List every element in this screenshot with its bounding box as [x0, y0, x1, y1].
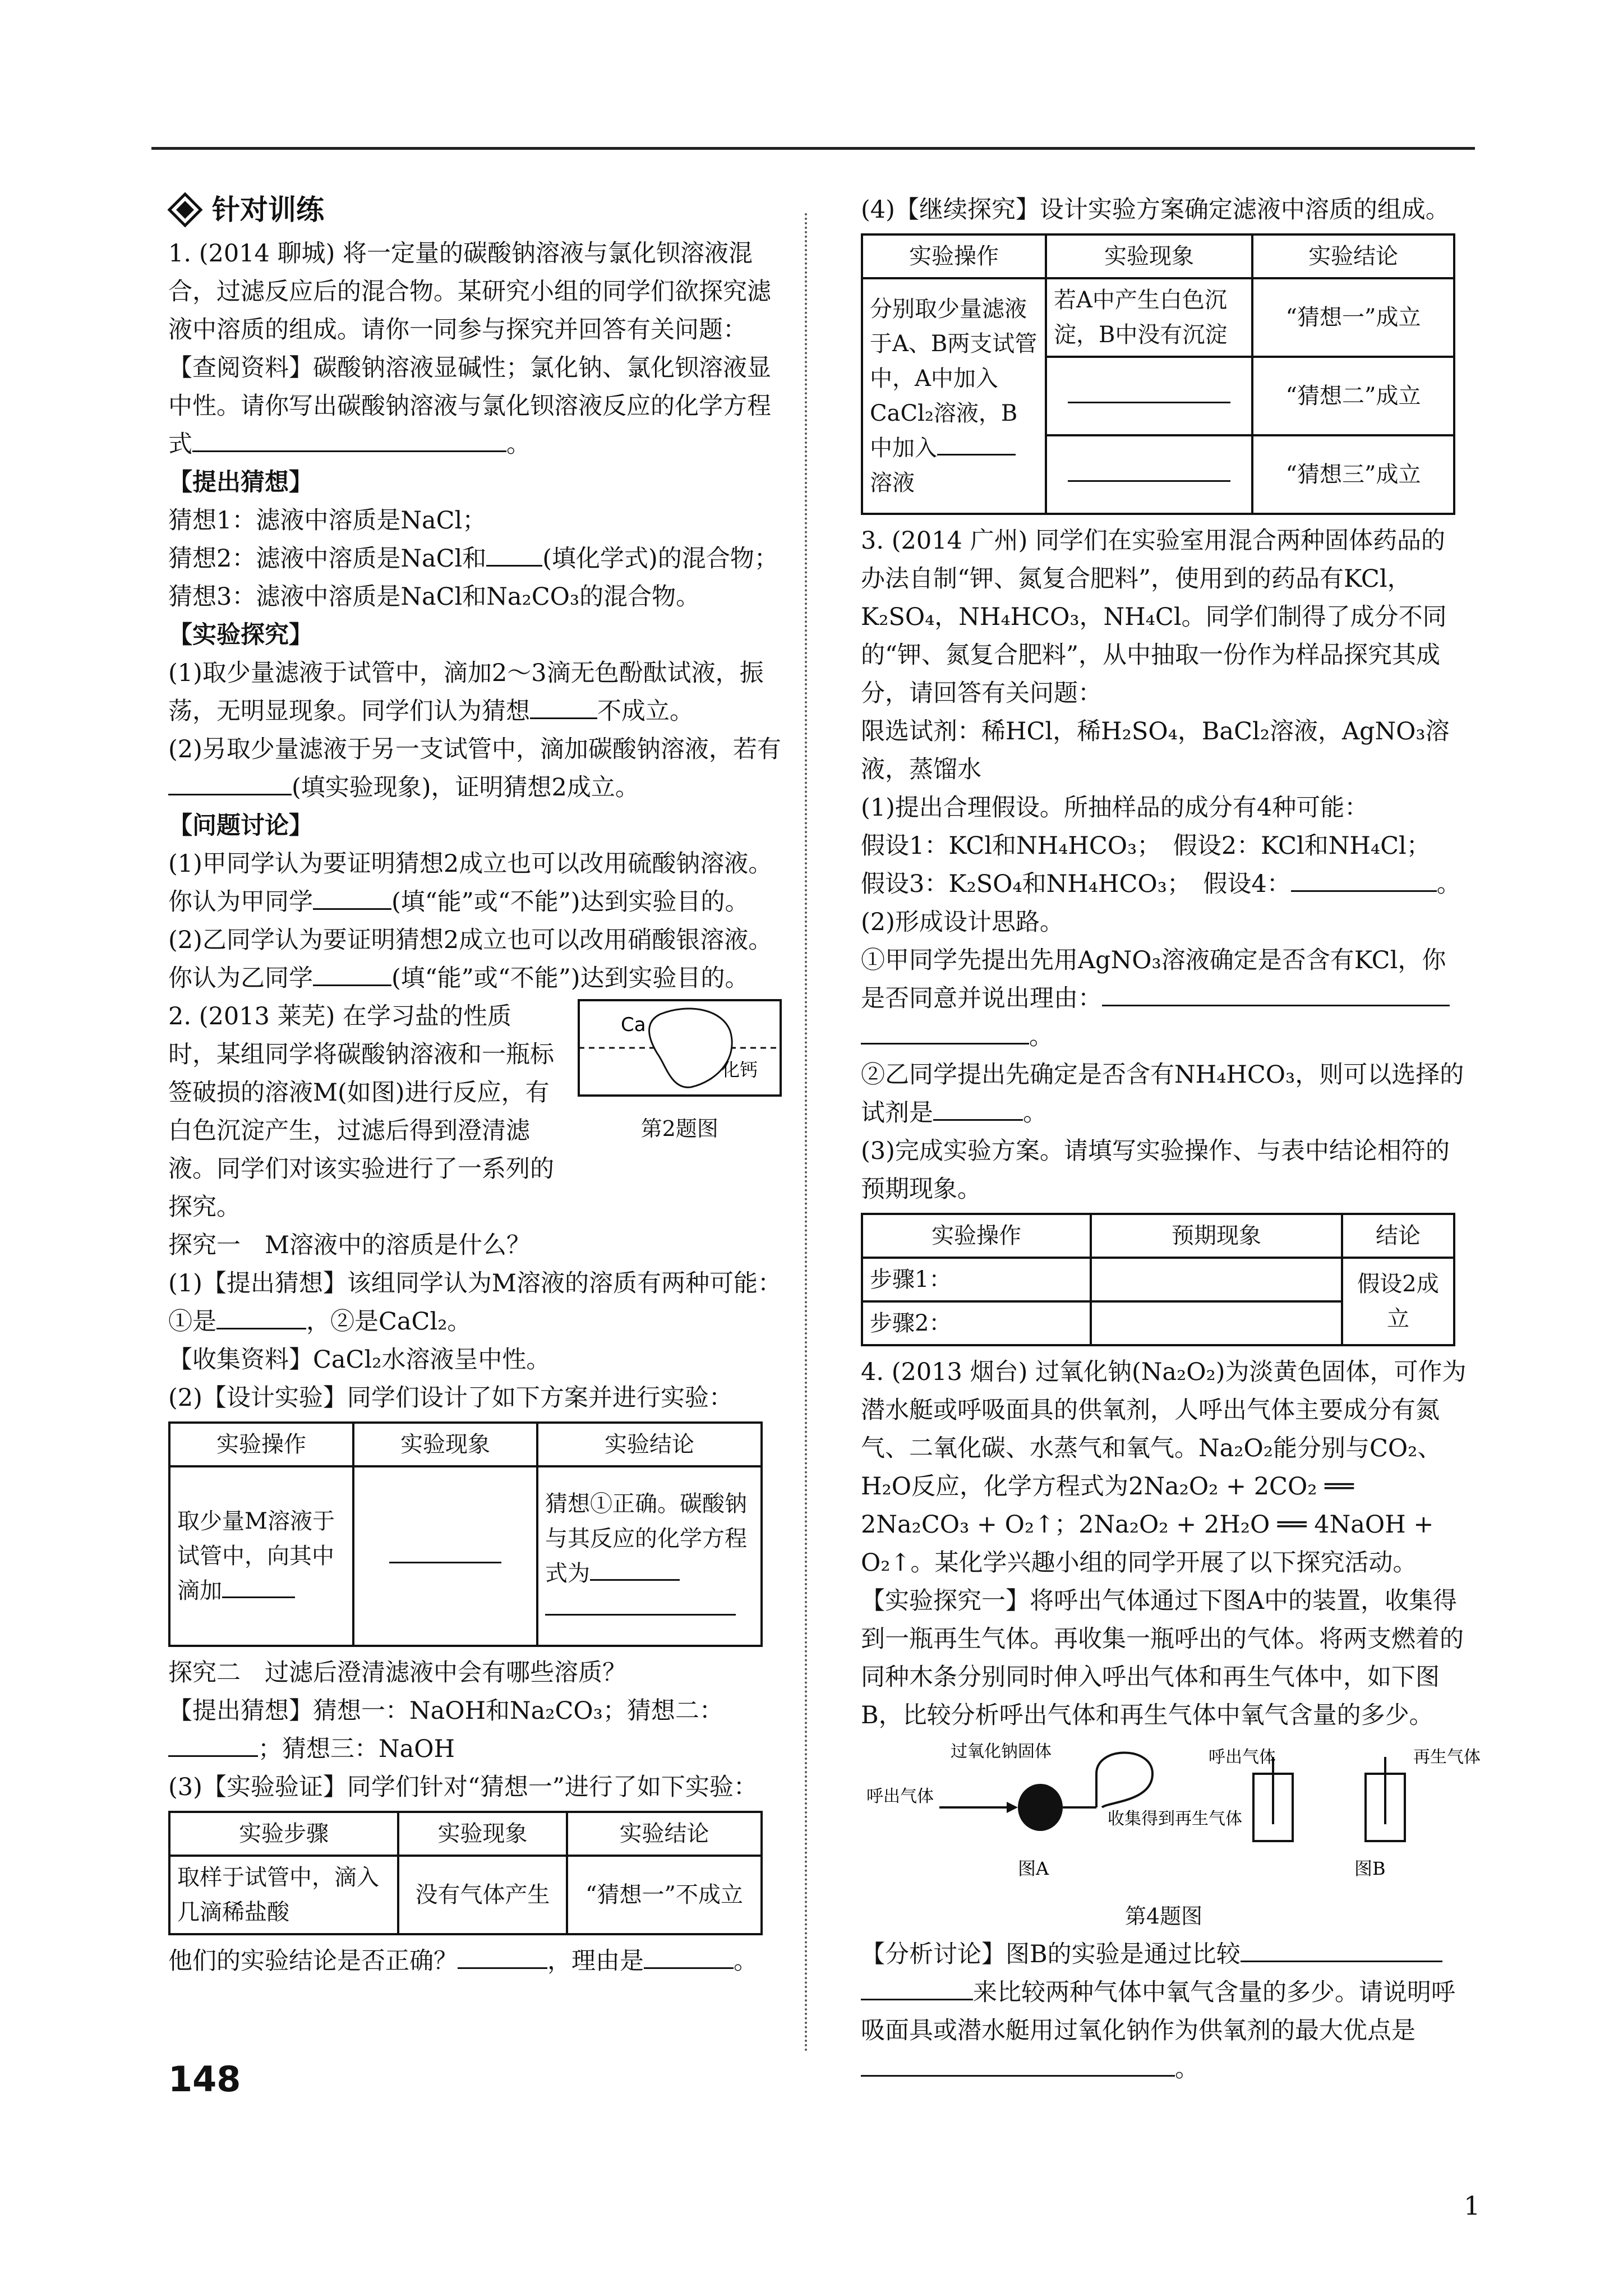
q4-ana: 【分析讨论】图B的实验是通过比较 来比较两种气体中氧气含量的多少。请说明呼吸面具或潜水艇用过氧化钠作为供氧剂的最大优点是。 [861, 1935, 1467, 2088]
th: 实验结论 [567, 1812, 762, 1856]
q2-p3: 【收集资料】CaCl₂水溶液呈中性。 [168, 1346, 551, 1374]
td [1091, 1258, 1342, 1301]
q1-exp-1: (1)取少量滤液于试管中，滴加2～3滴无色酚酞试液，振荡，无明显现象。同学们认为猜想 不成立。 [168, 659, 764, 725]
q4-head: 4. (2013 烟台) 过氧化钠(Na₂O₂)为淡黄色固体，可作为潜水艇或呼吸面具的供氧剂，人呼出气体主要成分有氮气、二氧化碳、水蒸气和氧气。Na₂O₂能分别与CO₂、H₂O反应，化学方程式为2Na₂O₂ + 2CO₂ ══ 2Na₂CO₃ + O₂↑；2Na₂O₂ + 2H₂O ══ 4NaOH + O₂↑。某化学兴趣小组的同学开展了以下探究活动。 [861, 1358, 1467, 1577]
page-number: 148 [168, 2059, 241, 2100]
q2-p4: (2)【设计实验】同学们设计了如下方案并进行实验： [168, 1384, 733, 1412]
blank[interactable] [861, 2053, 1175, 2077]
figA-label-3: 图A [1018, 1858, 1049, 1879]
q1-guess-1: 猜想1：滤液中溶质是NaCl； [168, 507, 487, 535]
blank[interactable] [530, 695, 597, 719]
q2-table-3 [861, 233, 1455, 515]
q3-h34: 假设3：K₂SO₄和NH₄HCO₃； 假设4： 。 [861, 865, 1467, 903]
th: 结论 [1342, 1214, 1454, 1258]
th: 实验步骤 [169, 1812, 398, 1856]
q3-reagents: 限选试剂：稀HCl，稀H₂SO₄，BaCl₂溶液，AgNO₃溶液，蒸馏水 [861, 717, 1450, 784]
th: 实验操作 [862, 1214, 1091, 1258]
td: 若A中产生白色沉淀，B中没有沉淀 [1046, 278, 1252, 357]
q2-figure [574, 997, 785, 1148]
diamond-icon [168, 193, 202, 227]
td: 没有气体产生 [398, 1856, 567, 1934]
q1-exp-title: 【实验探究】 [168, 621, 313, 649]
blank[interactable] [222, 1574, 295, 1598]
q1-exp-2: (2)另取少量滤液于另一支试管中，滴加碳酸钠溶液，若有(填实验现象)，证明猜想2成立。 [168, 735, 781, 802]
td: “猜想三”成立 [1252, 435, 1454, 514]
blank[interactable] [545, 1591, 736, 1616]
fig-text-hg: 化钙 [721, 1059, 758, 1080]
blank[interactable] [1291, 868, 1437, 892]
th: 实验现象 [398, 1812, 567, 1856]
blank[interactable] [937, 431, 1016, 455]
td: 步骤2： [862, 1301, 1091, 1345]
q2-p9: (4)【继续探究】设计实验方案确定滤液中溶质的组成。 [861, 196, 1450, 224]
right-column [861, 191, 1481, 2088]
th: 实验结论 [537, 1423, 762, 1466]
q2-table-2 [168, 1811, 763, 1935]
q4-exp1: 【实验探究一】将呼出气体通过下图A中的装置，收集得到一瓶再生气体。再收集一瓶呼出的气体。将两支燃着的同种木条分别同时伸入呼出气体和再生气体中，如下图B，比较分析呼出气体和再生气体中氧气含量的多少。 [861, 1587, 1464, 1729]
blank[interactable] [933, 1097, 1023, 1121]
th: 实验操作 [862, 234, 1046, 278]
q2-table-1 [168, 1421, 763, 1647]
q2-intro [168, 997, 785, 1226]
blank[interactable] [644, 1945, 734, 1969]
q2-p5: 探究二 过滤后澄清滤液中会有哪些溶质？ [168, 1659, 626, 1687]
q3-s2b: ②乙同学提出先确定是否含有NH₄HCO₃，则可以选择的试剂是 。 [861, 1061, 1464, 1127]
column-divider [805, 213, 807, 2053]
td [1046, 435, 1252, 514]
blank[interactable] [1241, 1938, 1442, 1962]
q1-disc-1: (1)甲同学认为要证明猜想2成立也可以改用硫酸钠溶液。你认为甲同学 (填“能”或“不能”)达到实验目的。 [168, 850, 773, 916]
q1-guess-3: 猜想3：滤液中溶质是NaCl和Na₂CO₃的混合物。 [168, 583, 700, 611]
blank[interactable] [192, 428, 506, 452]
q4-figure [861, 1740, 1481, 1935]
q3-table [861, 1213, 1455, 1346]
blank[interactable] [1068, 458, 1230, 482]
q1-disc-2: (2)乙同学认为要证明猜想2成立也可以改用硝酸银溶液。你认为乙同学 (填“能”或“不能”)达到实验目的。 [168, 926, 773, 992]
q1-guess-title: 【提出猜想】 [168, 468, 313, 496]
td [1046, 357, 1252, 435]
q2-p8: 他们的实验结论是否正确？ ，理由是 。 [168, 1942, 785, 1980]
th: 实验结论 [1252, 234, 1454, 278]
section-title: 针对训练 [212, 193, 324, 226]
label-bottle-figure [576, 997, 783, 1098]
td-obs [353, 1466, 537, 1646]
blank[interactable] [389, 1539, 501, 1563]
q3-s3: (3)完成实验方案。请填写实验操作、与表中结论相符的预期现象。 [861, 1137, 1450, 1203]
figB-label-1: 再生气体 [1413, 1747, 1481, 1767]
q3-head: 3. (2014 广州) 同学们在实验室用混合两种固体药品的办法自制“钾、氮复合肥料”，使用到的药品有KCl，K₂SO₄，NH₄HCO₃，NH₄Cl。同学们制得了成分不同的“钾、氮复合肥料”，从中抽取一份作为样品探究其成分，请回答有关问题： [861, 527, 1447, 707]
th: 实验操作 [169, 1423, 353, 1466]
td: 步骤1： [862, 1258, 1091, 1301]
blank[interactable] [486, 542, 542, 567]
blank[interactable] [861, 1020, 1029, 1045]
figB-label-0: 呼出气体 [1209, 1747, 1276, 1767]
blank[interactable] [1068, 379, 1230, 403]
figA-label-2: 收集得到再生气体 [1108, 1809, 1242, 1829]
q2-p7: (3)【实验验证】同学们针对“猜想一”进行了如下实验： [168, 1773, 758, 1801]
td [1091, 1301, 1342, 1345]
q2-p6: 【提出猜想】猜想一：NaOH和Na₂CO₃；猜想二：；猜想三：NaOH [168, 1697, 723, 1763]
blank[interactable] [458, 1945, 547, 1969]
figB-label-2: 图B [1354, 1858, 1386, 1879]
figA-label-0: 过氧化钠固体 [951, 1742, 1052, 1761]
q1-guess-2: 猜想2：滤液中溶质是NaCl和 (填化学式)的混合物； [168, 540, 785, 578]
fig-text-ca: Ca [620, 1014, 646, 1036]
td: “猜想二”成立 [1252, 357, 1454, 435]
td: “猜想一”成立 [1252, 278, 1454, 357]
td: 取样于试管中，滴入几滴稀盐酸 [169, 1856, 398, 1934]
figA-label-1: 呼出气体 [866, 1787, 934, 1806]
q1-head: 1. (2014 聊城) 将一定量的碳酸钠溶液与氯化钡溶液混合，过滤反应后的混合物。某研究小组的同学们欲探究滤液中溶质的组成。请你一同参与探究并回答有关问题： [168, 240, 771, 344]
blank[interactable] [861, 1976, 973, 2000]
top-rule [151, 147, 1475, 150]
q2-p1: 探究一 M溶液中的溶质是什么？ [168, 1231, 531, 1259]
td-op: 分别取少量滤液于A、B两支试管中，A中加入CaCl₂溶液，B中加入 溶液 [862, 278, 1046, 514]
q1-disc-title: 【问题讨论】 [168, 812, 313, 840]
section-header [168, 191, 785, 229]
blank[interactable] [590, 1557, 680, 1581]
corner-number: 1 [1464, 2191, 1481, 2221]
td-op: 取少量M溶液于试管中，向其中滴加 [169, 1466, 353, 1646]
td: “猜想一”不成立 [567, 1856, 762, 1934]
q4-fig-caption: 第4题图 [1124, 1904, 1203, 1929]
blank[interactable] [168, 771, 292, 795]
apparatus-figure [861, 1740, 1481, 1886]
q3-s1: (1)提出合理假设。所抽样品的成分有4种可能： [861, 794, 1369, 822]
th: 预期现象 [1091, 1214, 1342, 1258]
td: 假设2成立 [1342, 1258, 1454, 1345]
q3-s2: (2)形成设计思路。 [861, 908, 1064, 936]
th: 实验现象 [1046, 234, 1252, 278]
q2-fig-caption: 第2题图 [640, 1116, 718, 1141]
q3-s2a: ①甲同学先提出先用AgNO₃溶液确定是否含有KCl，你是否同意并说出理由： 。 [861, 941, 1467, 1056]
q3-h12: 假设1：KCl和NH₄HCO₃； 假设2：KCl和NH₄Cl； [861, 832, 1431, 860]
blank[interactable] [168, 1733, 258, 1757]
blank[interactable] [216, 1305, 306, 1329]
q2-p2: (1)【提出猜想】该组同学认为M溶液的溶质有两种可能：①是 ，②是CaCl₂。 [168, 1269, 782, 1336]
td-concl: 猜想①正确。碳酸钠与其反应的化学方程式为 [537, 1466, 762, 1646]
q1-ref: 【查阅资料】碳酸钠溶液显碱性；氯化钠、氯化钡溶液显中性。请你写出碳酸钠溶液与氯化钡溶液反应的化学方程式 。 [168, 354, 771, 458]
blank[interactable] [313, 886, 391, 910]
left-column [168, 191, 785, 1980]
blank[interactable] [1102, 982, 1450, 1006]
blank[interactable] [313, 962, 391, 986]
q2-head: 2. (2013 莱芜) 在学习盐的性质时，某组同学将碳酸钠溶液和一瓶标签破损的溶液M(如图)进行反应，有白色沉淀产生，过滤后得到澄清滤液。同学们对该实验进行了一系列的探究。 [168, 1002, 554, 1221]
th: 实验现象 [353, 1423, 537, 1466]
